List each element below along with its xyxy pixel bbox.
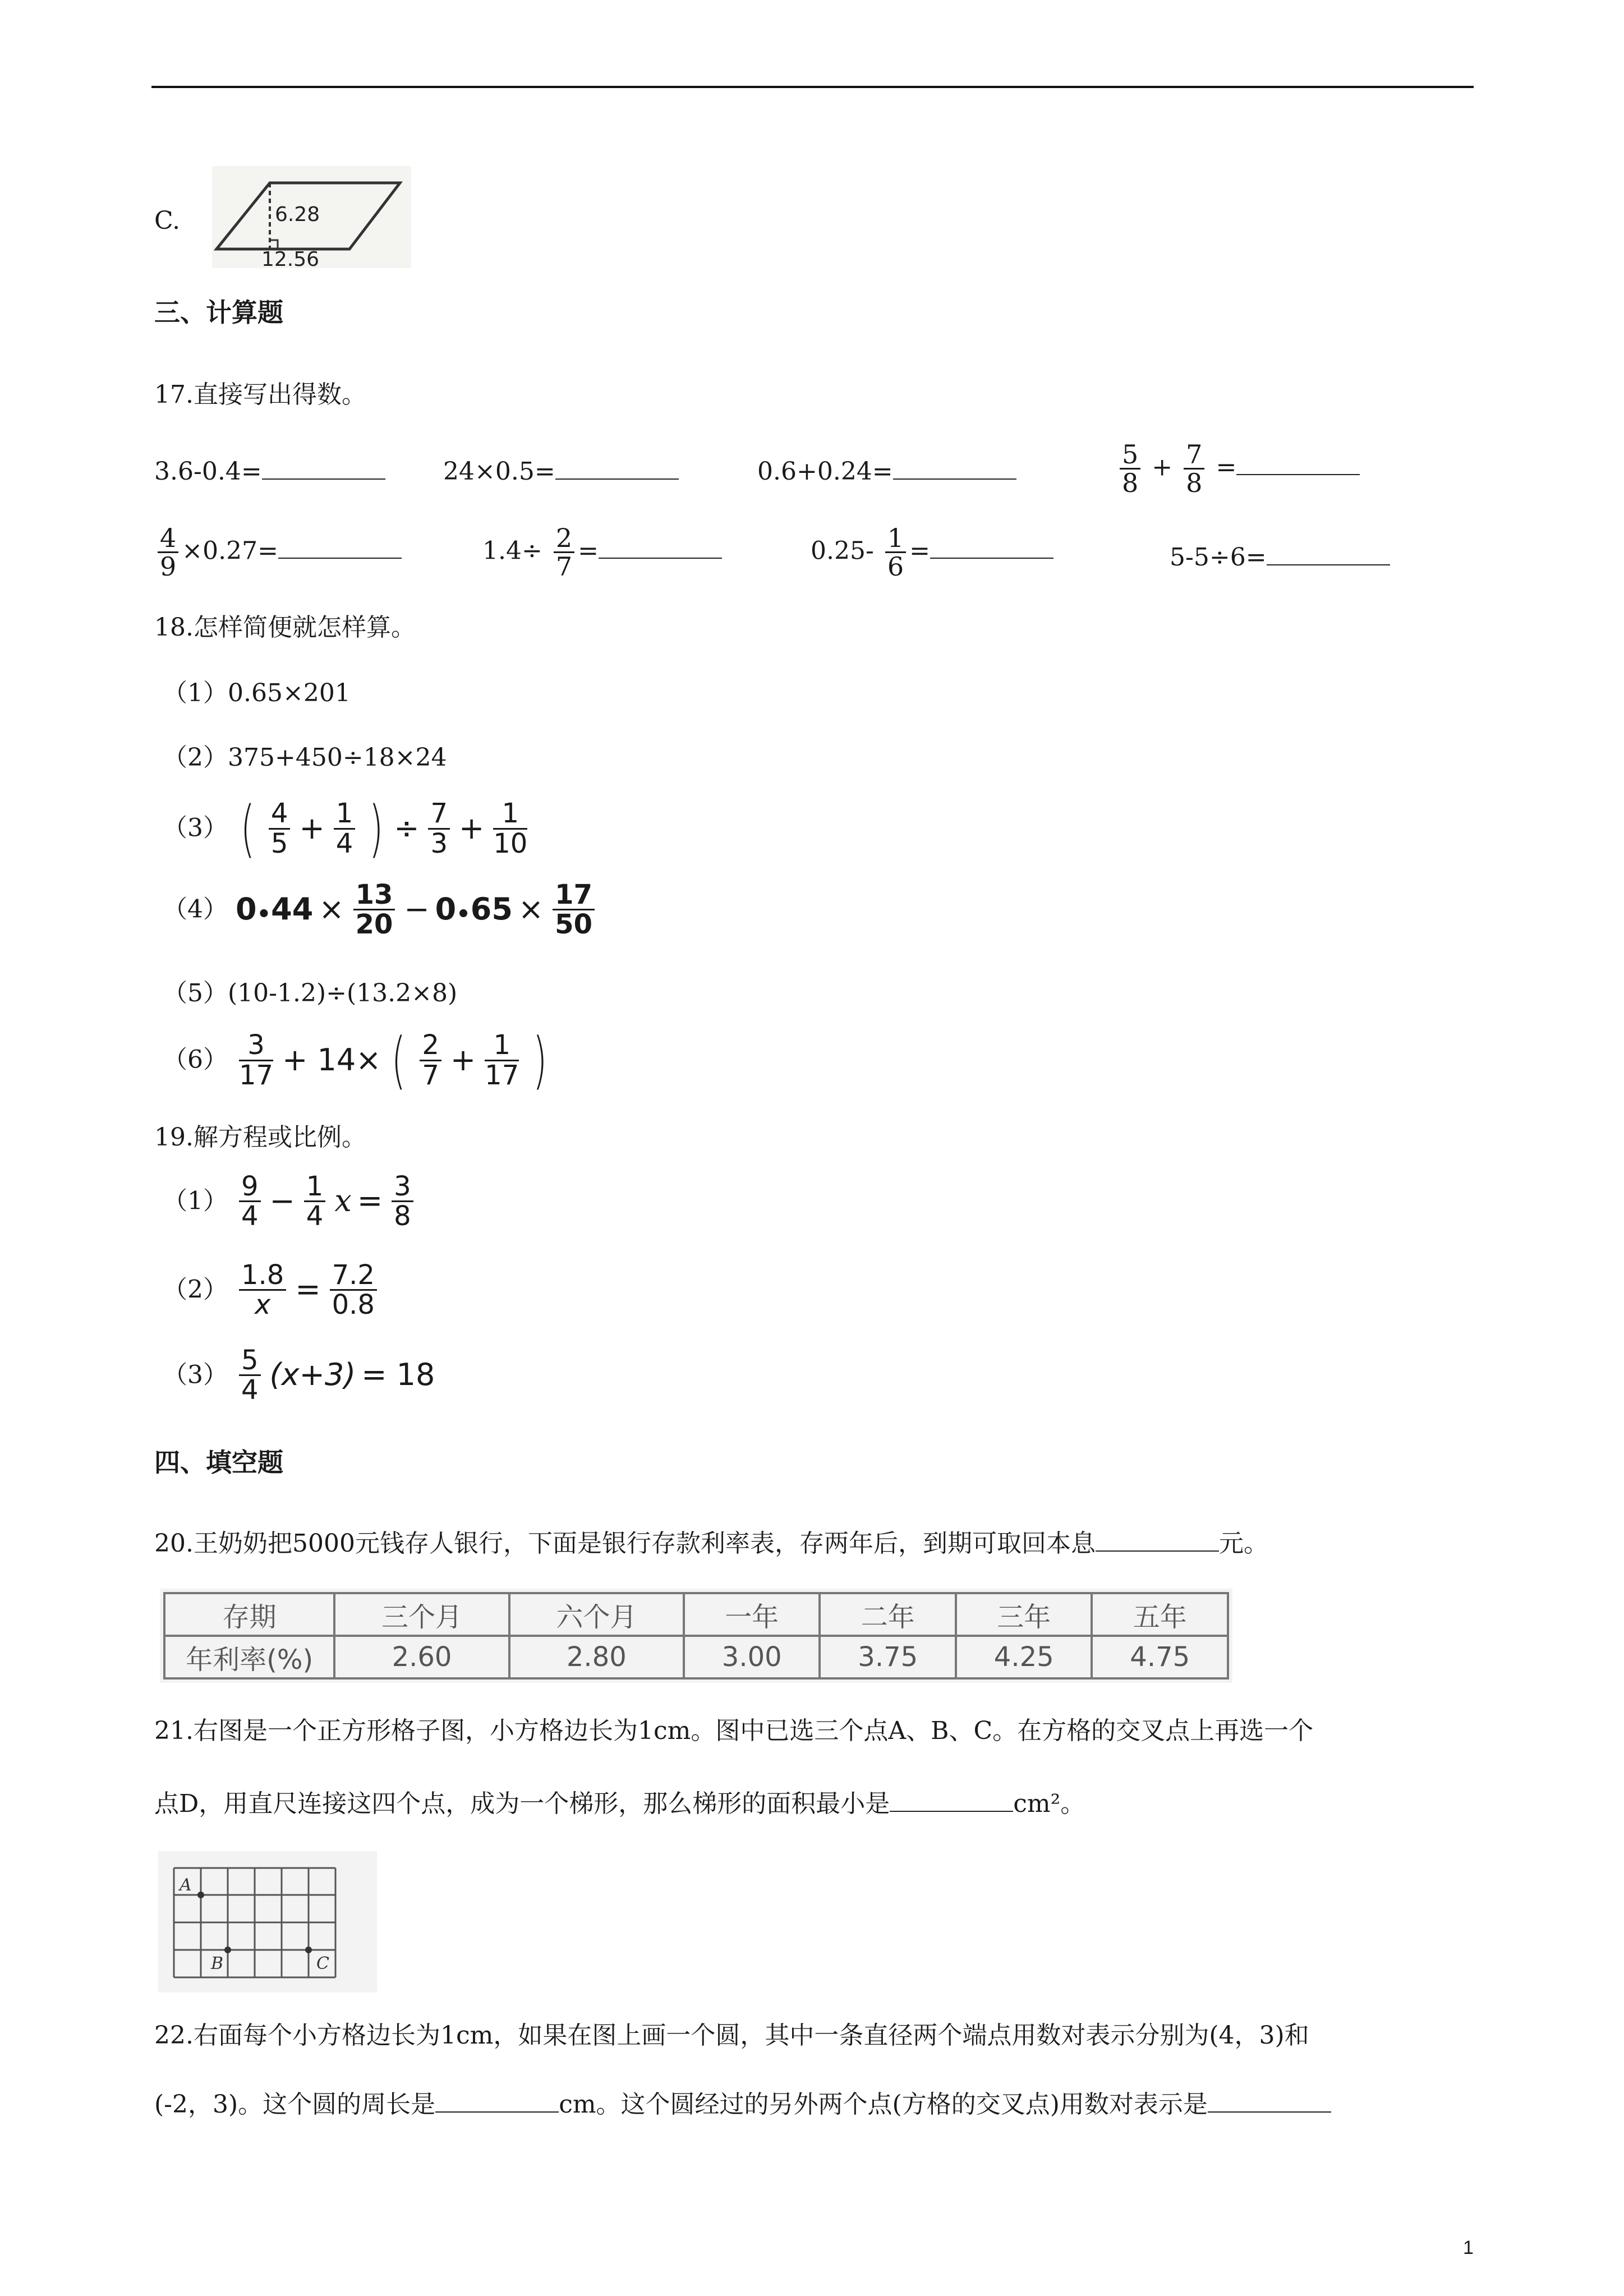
q18-part-6: （6） $\frac{3}{17}$ + 14× ( $\frac{2}{7}$ + $\frac{1}{17}$ ) <box>163 1024 548 1096</box>
answer-blank[interactable] <box>1236 473 1360 475</box>
table-cell: 3.75 <box>820 1636 956 1678</box>
q18-part-5: （5）(10-1.2)÷(13.2×8) <box>163 979 458 1007</box>
q17-item-5: $\frac{4}{9}$ ×0.27= <box>154 524 402 581</box>
q17-item-7: 0.25- $\frac{1}{6}$ = <box>811 524 1053 581</box>
section-4-heading: 四、填空题 <box>154 1447 283 1478</box>
answer-blank[interactable] <box>893 477 1016 480</box>
q20-text: 20.王奶奶把5000元钱存人银行，下面是银行存款利率表，存两年后，到期可取回本息 元。 <box>154 1529 1268 1558</box>
q19-part-3: （3） $\frac{5}{4}$ (x+3) = 18 <box>163 1345 435 1406</box>
table-cell: 2.60 <box>334 1636 509 1678</box>
answer-blank[interactable] <box>555 477 679 480</box>
q17-title: 17.直接写出得数。 <box>154 380 366 409</box>
answer-blank[interactable] <box>930 556 1053 559</box>
q17-item-3: 0.6+0.24= <box>757 457 1016 487</box>
q17-item-6: 1.4÷ $\frac{2}{7}$ = <box>482 524 722 581</box>
table-cell: 4.25 <box>956 1636 1092 1678</box>
answer-blank[interactable] <box>1096 1549 1219 1552</box>
interest-rate-table <box>160 1589 1232 1683</box>
table-cell: 三年 <box>956 1593 1092 1636</box>
q18-part-1: （1）0.65×201 <box>163 679 351 707</box>
table-cell: 五年 <box>1092 1593 1228 1636</box>
parallelogram-figure <box>212 166 411 268</box>
q17-item-1: 3.6-0.4= <box>154 457 385 487</box>
answer-blank[interactable] <box>278 556 402 559</box>
q17-item-8: 5-5÷6= <box>1170 543 1390 573</box>
point-b <box>224 1947 231 1953</box>
q21-line-1: 21.右图是一个正方形格子图，小方格边长为1cm。图中已选三个点A、B、C。在方格的交叉点上再选一个 <box>154 1717 1314 1745</box>
q19-part-2: （2） $\frac{1.8}{x}$ = $\frac{7.2}{0.8}$ <box>163 1261 380 1319</box>
label-c: C <box>316 1954 329 1973</box>
table-cell: 4.75 <box>1092 1636 1228 1678</box>
grid-figure <box>158 1851 377 1993</box>
q22-line-1: 22.右面每个小方格边长为1cm，如果在图上画一个圆，其中一条直径两个端点用数对表示分别为(4，3)和 <box>154 2021 1309 2050</box>
point-c <box>305 1947 312 1953</box>
point-a <box>197 1892 204 1898</box>
height-label: 6.28 <box>275 203 320 226</box>
q22-line-2: (-2，3)。这个圆的周长是 cm。这个圆经过的另外两个点(方格的交叉点)用数对表示是 <box>154 2090 1331 2120</box>
q18-title: 18.怎样简便就怎样算。 <box>154 613 416 642</box>
answer-blank[interactable] <box>1267 563 1390 565</box>
header-rule <box>151 86 1474 88</box>
table-header-row <box>164 1593 1228 1636</box>
q17-item-2: 24×0.5= <box>443 457 679 487</box>
q18-part-4: （4） 0•44 × $\frac{13}{20}$ − 0•65 × $\frac{17}{50}$ <box>163 881 598 939</box>
answer-blank[interactable] <box>262 477 385 480</box>
table-cell: 3.00 <box>684 1636 820 1678</box>
label-b: B <box>211 1954 224 1973</box>
q17-item-4: $\frac{5}{8}$ + $\frac{7}{8}$ = <box>1116 441 1360 497</box>
table-cell: 2.80 <box>509 1636 684 1678</box>
table-row <box>164 1636 1228 1678</box>
answer-blank[interactable] <box>1208 2110 1331 2113</box>
q19-title: 19.解方程或比例。 <box>154 1123 366 1152</box>
table-cell: 二年 <box>820 1593 956 1636</box>
q18-part-2: （2）375+450÷18×24 <box>163 743 447 772</box>
page-number: 1 <box>1463 2237 1474 2258</box>
answer-blank[interactable] <box>890 1810 1013 1812</box>
answer-blank[interactable] <box>435 2110 559 2113</box>
q21-line-2: 点D，用直尺连接这四个点，成为一个梯形，那么梯形的面积最小是 cm²。 <box>154 1789 1085 1818</box>
table-cell: 六个月 <box>509 1593 684 1636</box>
table-cell: 一年 <box>684 1593 820 1636</box>
label-a: A <box>180 1875 192 1895</box>
q18-part-3: （3） ( $\frac{4}{5}$ + $\frac{1}{4}$ ) ÷ $\frac{7}{3}$ + $\frac{1}{10}$ <box>163 793 528 864</box>
table-cell: 年利率(%) <box>164 1636 334 1678</box>
answer-blank[interactable] <box>599 556 722 559</box>
q19-part-1: （1） $\frac{9}{4}$ − $\frac{1}{4}$ x = $\frac{3}{8}$ <box>163 1172 417 1231</box>
table-cell: 三个月 <box>334 1593 509 1636</box>
base-label: 12.56 <box>261 248 320 268</box>
table-cell: 存期 <box>164 1593 334 1636</box>
section-3-heading: 三、计算题 <box>154 297 283 328</box>
option-c-label: C. <box>154 206 181 235</box>
